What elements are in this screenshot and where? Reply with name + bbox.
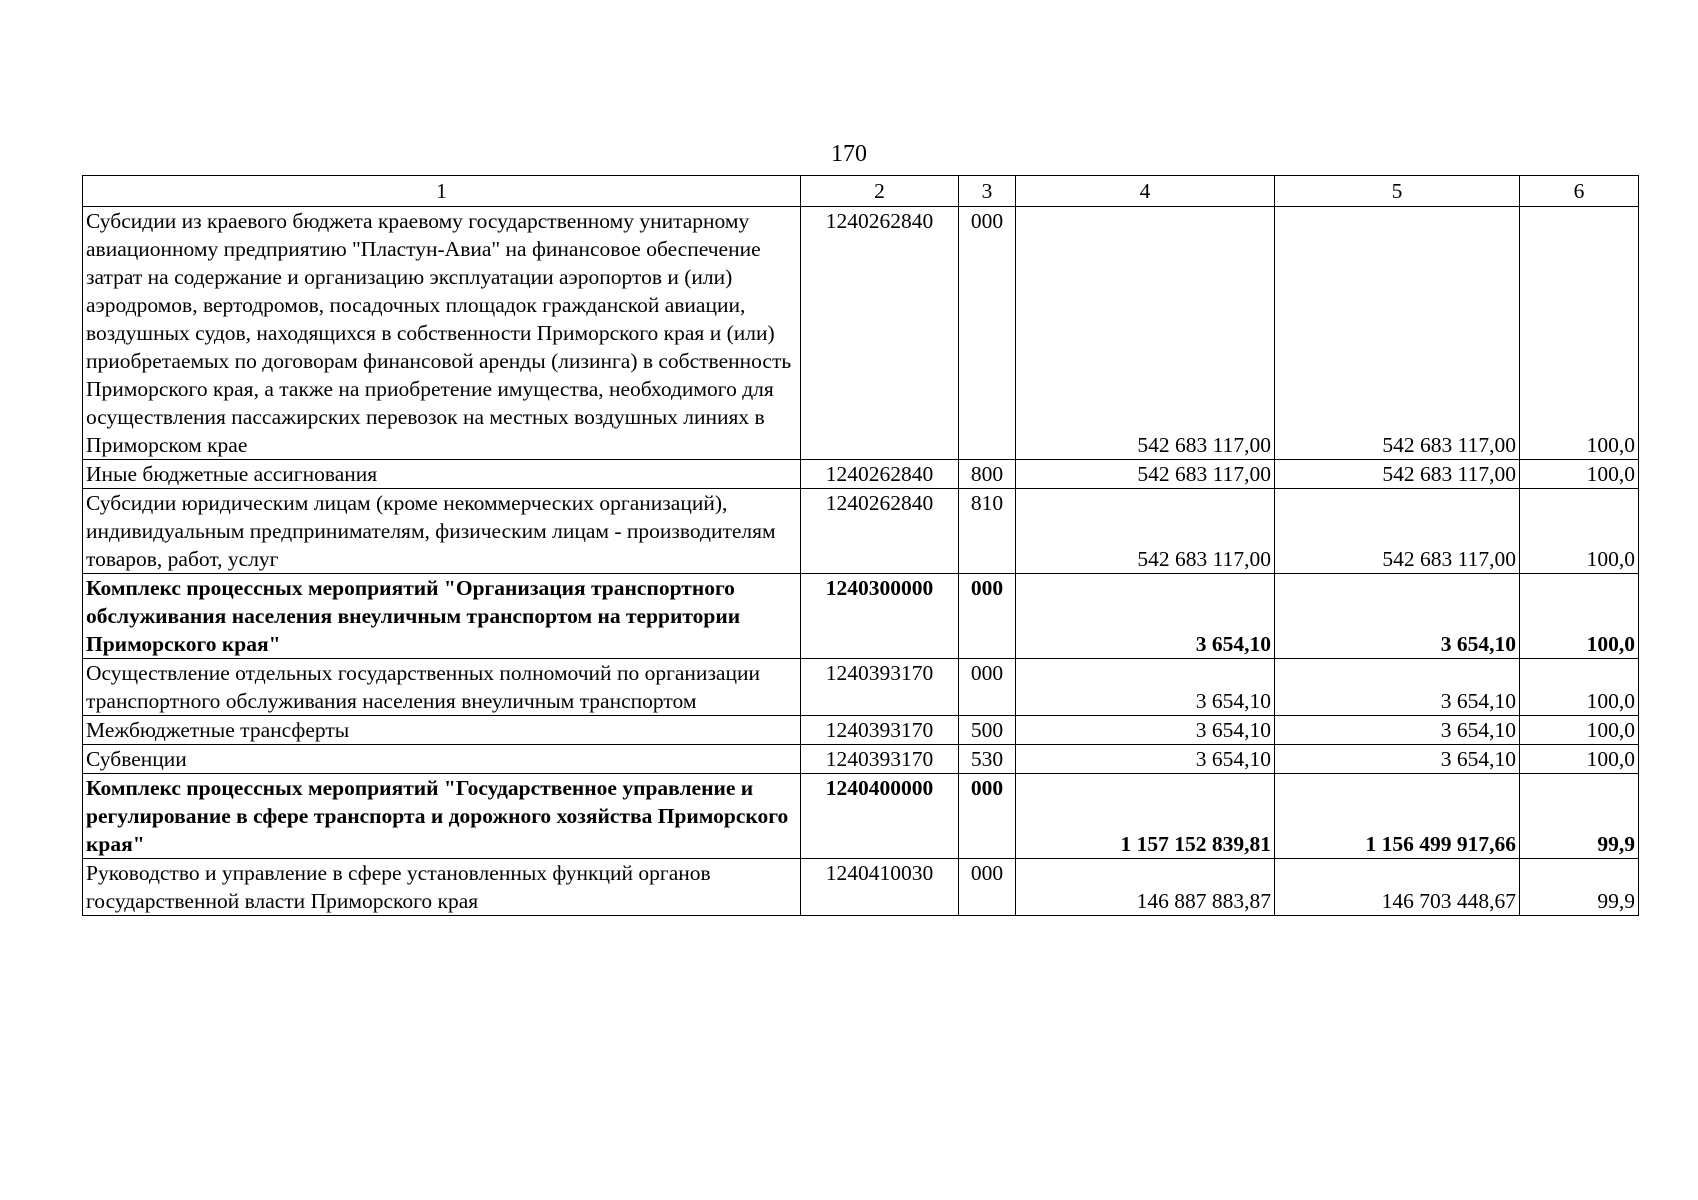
row-executed: 146 703 448,67 [1275,859,1520,916]
column-header-1: 1 [83,176,801,207]
row-kind: 500 [959,716,1016,745]
column-header-3: 3 [959,176,1016,207]
table-row [83,207,1639,460]
page-number: 170 [831,141,867,167]
row-code: 1240262840 [801,460,959,489]
row-code: 1240410030 [801,859,959,916]
row-planned: 3 654,10 [1016,659,1275,716]
table-row [83,716,1639,745]
row-kind: 000 [959,859,1016,916]
row-executed: 1 156 499 917,66 [1275,774,1520,859]
table-row [83,774,1639,859]
row-executed: 542 683 117,00 [1275,207,1520,460]
column-header-5: 5 [1275,176,1520,207]
row-code: 1240393170 [801,659,959,716]
row-kind: 800 [959,460,1016,489]
column-header-2: 2 [801,176,959,207]
row-kind: 000 [959,574,1016,659]
row-code: 1240393170 [801,716,959,745]
row-executed: 542 683 117,00 [1275,489,1520,574]
row-kind: 000 [959,774,1016,859]
row-percent: 100,0 [1520,460,1639,489]
row-planned: 542 683 117,00 [1016,489,1275,574]
row-planned: 3 654,10 [1016,745,1275,774]
table-row [83,659,1639,716]
row-percent: 100,0 [1520,207,1639,460]
row-name: Комплекс процессных мероприятий "Государственное управление и регулирование в сфере транспорта и дорожного хозяйства Приморского края" [83,774,801,859]
row-name: Субсидии из краевого бюджета краевому государственному унитарному авиационному предприятию "Пластун-Авиа" на финансовое обеспечение затрат на содержание и организацию эксплуатации аэропортов и (или) аэродромов, вертодромов, посадочных площадок гражданской авиации, воздушных судов, находящихся в собственности Приморского края и (или) приобретаемых по договорам финансовой аренды (лизинга) в собственность Приморского края, а также на приобретение имущества, необходимого для осуществления пассажирских перевозок на местных воздушных линиях в Приморском крае [83,207,801,460]
row-kind: 530 [959,745,1016,774]
row-percent: 99,9 [1520,774,1639,859]
row-code: 1240400000 [801,774,959,859]
row-executed: 3 654,10 [1275,745,1520,774]
row-executed: 3 654,10 [1275,716,1520,745]
row-planned: 3 654,10 [1016,574,1275,659]
table-row [83,489,1639,574]
row-planned: 542 683 117,00 [1016,207,1275,460]
row-percent: 100,0 [1520,716,1639,745]
row-percent: 100,0 [1520,659,1639,716]
row-name: Руководство и управление в сфере установленных функций органов государственной власти Приморского края [83,859,801,916]
table-row [83,745,1639,774]
row-planned: 542 683 117,00 [1016,460,1275,489]
row-name: Комплекс процессных мероприятий "Организация транспортного обслуживания населения внеуличным транспортом на территории Приморского края" [83,574,801,659]
row-code: 1240262840 [801,207,959,460]
row-planned: 3 654,10 [1016,716,1275,745]
row-executed: 3 654,10 [1275,659,1520,716]
row-kind: 000 [959,207,1016,460]
row-name: Осуществление отдельных государственных полномочий по организации транспортного обслуживания населения внеуличным транспортом [83,659,801,716]
row-code: 1240262840 [801,489,959,574]
row-percent: 99,9 [1520,859,1639,916]
row-executed: 3 654,10 [1275,574,1520,659]
row-kind: 000 [959,659,1016,716]
row-planned: 146 887 883,87 [1016,859,1275,916]
row-name: Межбюджетные трансферты [83,716,801,745]
row-planned: 1 157 152 839,81 [1016,774,1275,859]
column-header-6: 6 [1520,176,1639,207]
row-code: 1240300000 [801,574,959,659]
table-header-row [83,176,1639,207]
table-row [83,574,1639,659]
row-code: 1240393170 [801,745,959,774]
table-row [83,460,1639,489]
row-percent: 100,0 [1520,489,1639,574]
table-row [83,859,1639,916]
row-percent: 100,0 [1520,745,1639,774]
row-percent: 100,0 [1520,574,1639,659]
budget-table [82,175,1639,916]
row-name: Иные бюджетные ассигнования [83,460,801,489]
column-header-4: 4 [1016,176,1275,207]
row-executed: 542 683 117,00 [1275,460,1520,489]
row-kind: 810 [959,489,1016,574]
row-name: Субвенции [83,745,801,774]
row-name: Субсидии юридическим лицам (кроме некоммерческих организаций), индивидуальным предпринимателям, физическим лицам - производителям товаров, работ, услуг [83,489,801,574]
